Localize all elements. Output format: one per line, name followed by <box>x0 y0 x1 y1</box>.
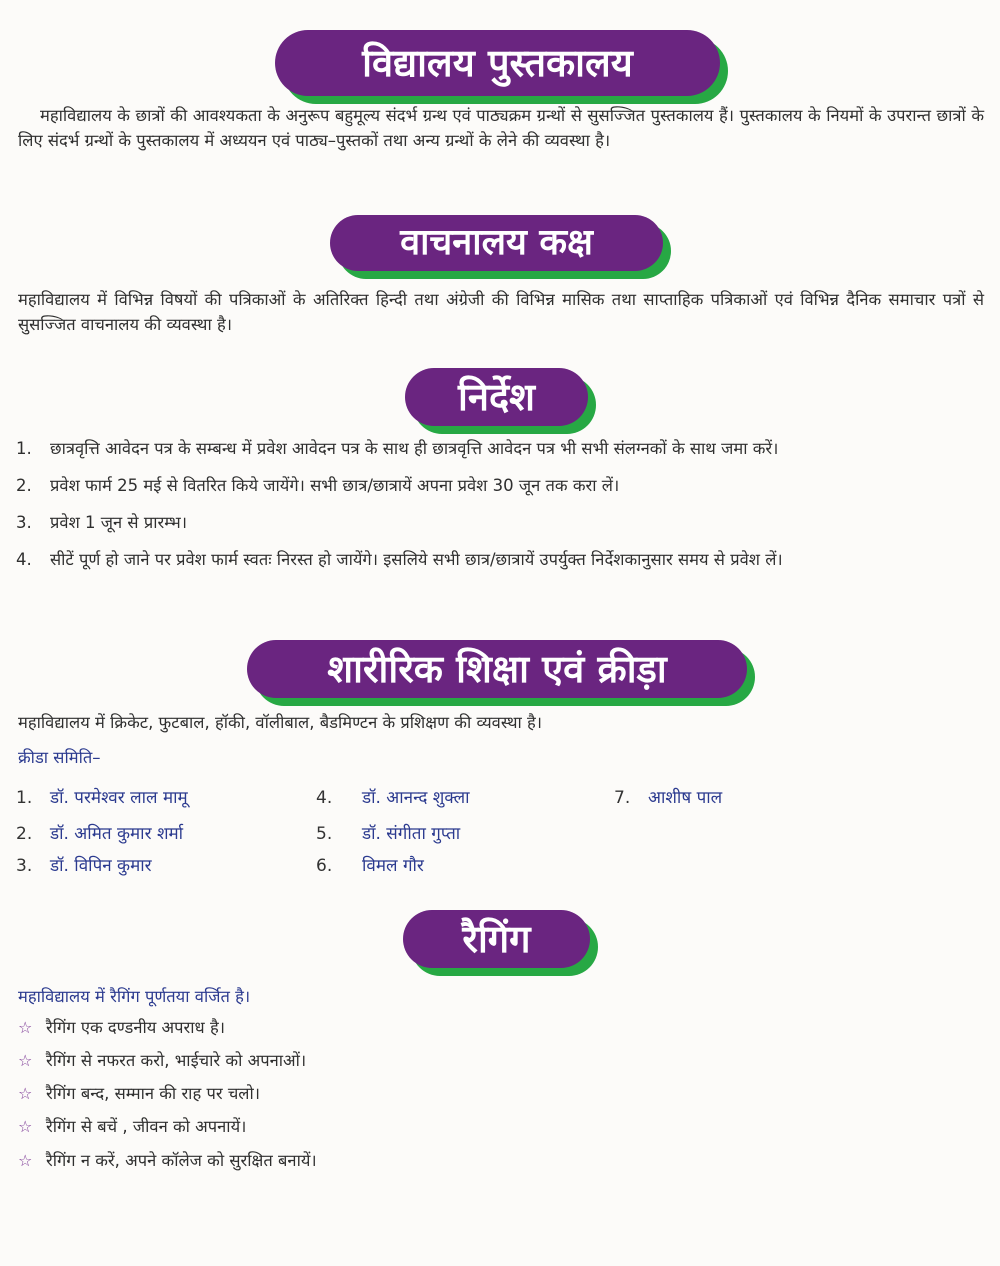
committee-member <box>316 821 460 844</box>
committee-member <box>16 821 183 844</box>
member-number: 5. <box>316 824 333 844</box>
member-number: 2. <box>16 824 33 844</box>
list-item <box>18 1048 306 1071</box>
library-heading: विद्यालय पुस्तकालय <box>275 30 720 96</box>
list-item <box>16 510 986 535</box>
member-name: डॉ. आनन्द शुक्ला <box>362 788 470 808</box>
library-text: महाविद्यालय के छात्रों की आवश्यकता के अनुरूप बहुमूल्य संदर्भ ग्रन्थ एवं पाठ्यक्रम ग्रन्थों से सुसज्जित पुस्तकालय हैं। पुस्तकालय के नियमों के उपरान्त छात्रों के लिए संदर्भ ग्रन्थों के पुस्तकालय में अध्ययन एवं पाठ्य–पुस्तकों तथा अन्य ग्रन्थों के लेने की व्यवस्था है। <box>18 106 984 150</box>
ragging-heading: रैगिंग <box>403 910 590 968</box>
member-name: डॉ. विपिन कुमार <box>50 856 152 876</box>
star-outline-icon: ☆ <box>18 1151 33 1170</box>
list-item <box>18 1015 225 1038</box>
item-number: 3. <box>16 513 32 532</box>
committee-member <box>16 785 188 808</box>
star-outline-icon: ☆ <box>18 1084 33 1103</box>
member-name: डॉ. अमित कुमार शर्मा <box>50 824 184 844</box>
reading-room-heading: वाचनालय कक्ष <box>330 215 663 271</box>
item-text: छात्रवृत्ति आवेदन पत्र के सम्बन्ध में प्रवेश आवेदन पत्र के साथ ही छात्रवृत्ति आवेदन पत्र भी सभी संलग्नकों के साथ जमा करें। <box>50 439 779 458</box>
item-number: 2. <box>16 476 32 495</box>
item-text: प्रवेश फार्म 25 मई से वितरित किये जायेंगे। सभी छात्र/छात्रायें अपना प्रवेश 30 जून तक करा लें। <box>50 476 620 495</box>
sports-heading-pill <box>247 640 747 698</box>
star-outline-icon: ☆ <box>18 1117 33 1136</box>
list-item <box>18 1114 246 1137</box>
ragging-heading-pill <box>403 910 590 968</box>
instructions-heading: निर्देश <box>405 368 588 426</box>
instructions-heading-pill <box>405 368 588 426</box>
star-outline-icon: ☆ <box>18 1051 33 1070</box>
sports-text: महाविद्यालय में क्रिकेट, फुटबाल, हॉकी, वॉलीबाल, बैडमिण्टन के प्रशिक्षण की व्यवस्था है। <box>18 713 543 732</box>
reading-room-heading-pill <box>330 215 663 271</box>
reading-room-text: महाविद्यालय में विभिन्न विषयों की पत्रिकाओं के अतिरिक्त हिन्दी तथा अंग्रेजी की विभिन्न मासिक तथा साप्ताहिक पत्रिकाओं एवं विभिन्न दैनिक समाचार पत्रों से सुसज्जित वाचनालय की व्यवस्था है। <box>18 290 984 334</box>
member-number: 1. <box>16 788 33 808</box>
member-number: 7. <box>614 788 631 808</box>
star-outline-icon: ☆ <box>18 1018 33 1037</box>
item-number: 4. <box>16 550 32 569</box>
list-item <box>18 1148 317 1171</box>
list-item <box>16 436 986 461</box>
member-number: 4. <box>316 788 333 808</box>
member-name: डॉ. परमेश्वर लाल मामू <box>50 788 188 808</box>
committee-label: क्रीडा समिति– <box>18 748 101 767</box>
member-number: 3. <box>16 856 33 876</box>
instructions-list <box>16 436 986 572</box>
committee-member <box>316 785 470 808</box>
sports-heading: शारीरिक शिक्षा एवं क्रीड़ा <box>247 640 747 698</box>
committee-member <box>316 853 424 876</box>
item-text: रैगिंग से बचें , जीवन को अपनायें। <box>46 1117 247 1136</box>
list-item <box>16 473 986 498</box>
item-text: रैगिंग न करें, अपने कॉलेज को सुरक्षित बनायें। <box>46 1151 317 1170</box>
list-item <box>18 1081 260 1104</box>
committee-member <box>16 853 152 876</box>
ragging-intro: महाविद्यालय में रैगिंग पूर्णतया वर्जित है। <box>18 987 251 1006</box>
member-number: 6. <box>316 856 333 876</box>
member-name: डॉ. संगीता गुप्ता <box>362 824 461 844</box>
member-name: आशीष पाल <box>648 788 723 808</box>
item-number: 1. <box>16 439 32 458</box>
item-text: सीटें पूर्ण हो जाने पर प्रवेश फार्म स्वतः निरस्त हो जायेंगे। इसलिये सभी छात्र/छात्रायें उपर्युक्त निर्देशकानुसार समय से प्रवेश लें। <box>50 550 783 569</box>
item-text: प्रवेश 1 जून से प्रारम्भ। <box>50 513 188 532</box>
list-item <box>16 547 986 572</box>
item-text: रैगिंग बन्द, सम्मान की राह पर चलो। <box>46 1084 261 1103</box>
member-name: विमल गौर <box>362 856 424 876</box>
item-text: रैगिंग एक दण्डनीय अपराध है। <box>46 1018 225 1037</box>
committee-member <box>614 785 722 808</box>
library-heading-pill <box>275 30 720 96</box>
item-text: रैगिंग से नफरत करो, भाईचारे को अपनाओं। <box>46 1051 307 1070</box>
